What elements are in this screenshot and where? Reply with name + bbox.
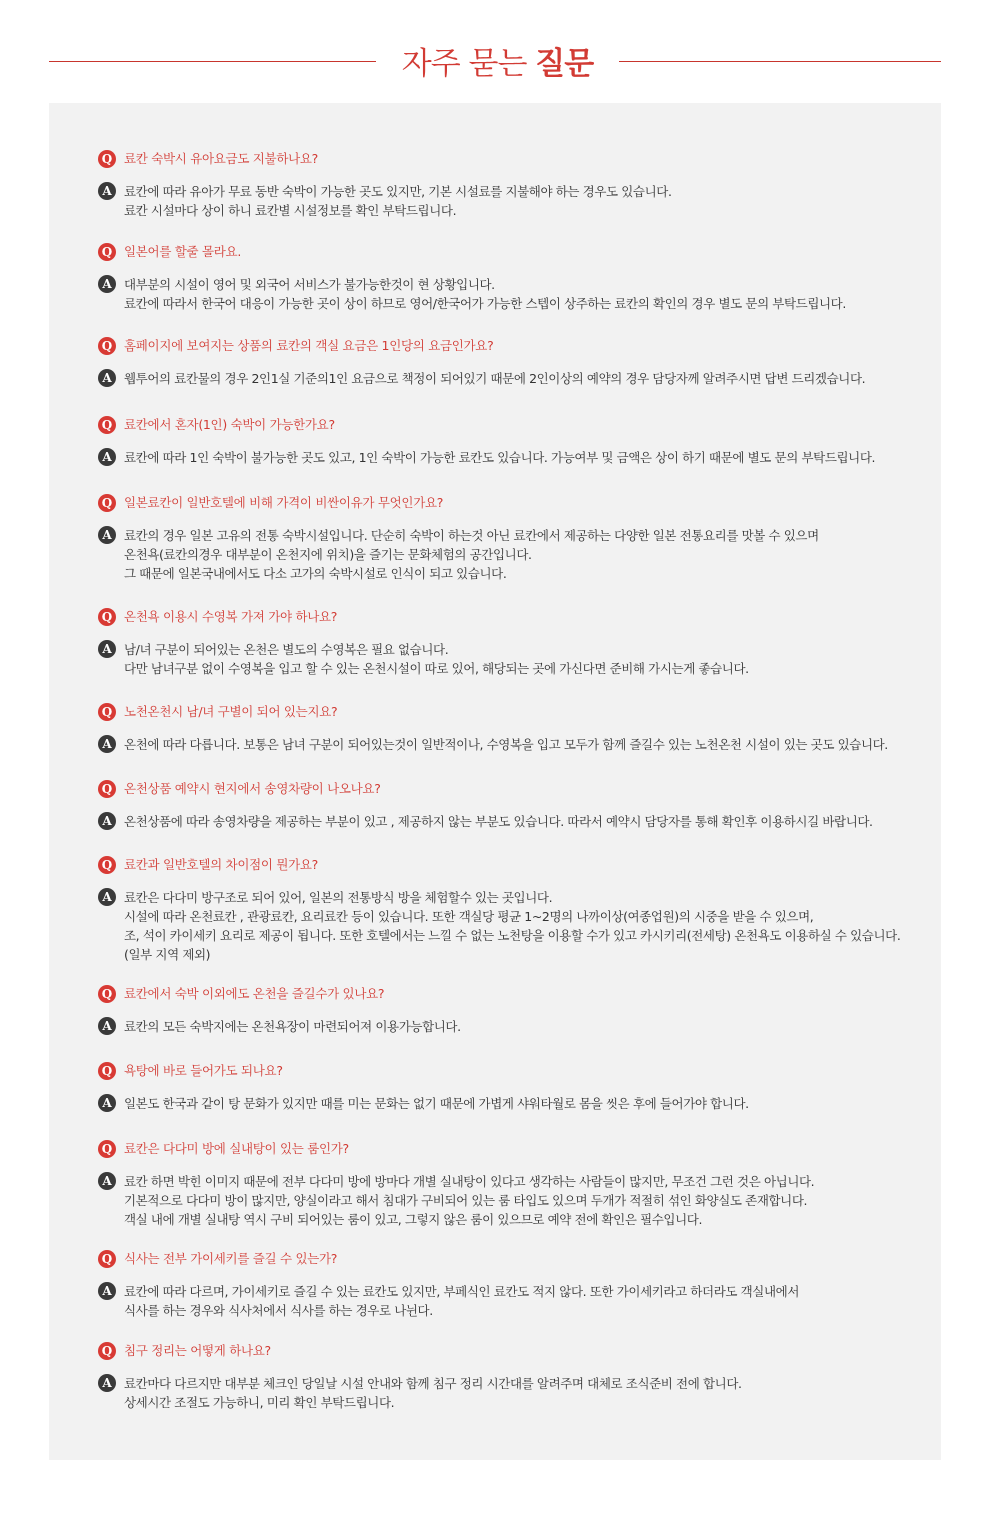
faq-question-text: 일본어를 할줄 몰라요. [124,244,241,259]
faq-item [98,1062,928,1113]
answer-line: 다만 남녀구분 없이 수영복을 입고 할 수 있는 온천시설이 따로 있어, 해당되는 곳에 가신다면 준비해 가시는게 좋습니다. [124,661,749,676]
faq-item [98,703,928,754]
answer-line: 상세시간 조절도 가능하니, 미리 확인 부탁드립니다. [124,1395,395,1410]
faq-answer-text [124,1282,928,1320]
question-badge-icon: Q [98,243,116,261]
faq-answer-text [124,888,928,964]
faq-answer [98,735,928,754]
faq-question-text: 욕탕에 바로 들어가도 되나요? [124,1063,283,1078]
faq-question [98,608,928,626]
answer-badge-icon: A [98,1094,116,1112]
faq-answer [98,448,928,467]
faq-question [98,1342,928,1360]
faq-answer-text [124,1172,928,1229]
faq-answer-text [124,369,928,388]
answer-badge-icon: A [98,1282,116,1300]
answer-line: 료칸에 따라 유아가 무료 동반 숙박이 가능한 곳도 있지만, 기본 시설료를 지불해야 하는 경우도 있습니다. [124,184,672,199]
faq-question [98,150,928,168]
faq-answer-text [124,1094,928,1113]
question-badge-icon: Q [98,1250,116,1268]
question-badge-icon: Q [98,780,116,798]
answer-badge-icon: A [98,526,116,544]
faq-question [98,780,928,798]
question-badge-icon: Q [98,1062,116,1080]
faq-question [98,1140,928,1158]
faq-answer [98,182,928,220]
faq-item [98,780,928,831]
faq-question [98,337,928,355]
faq-answer-text [124,640,928,678]
faq-answer-text [124,275,928,313]
answer-line: 온천욕(료칸의경우 대부분이 온천지에 위치)을 즐기는 문화체험의 공간입니다. [124,547,532,562]
question-badge-icon: Q [98,985,116,1003]
answer-badge-icon: A [98,640,116,658]
faq-item [98,494,928,583]
faq-question [98,856,928,874]
answer-line: (일부 지역 제외) [124,947,211,962]
faq-question-text: 노천온천시 남/녀 구별이 되어 있는지요? [124,704,338,719]
answer-line: 대부분의 시설이 영어 및 외국어 서비스가 불가능한것이 현 상황입니다. [124,277,495,292]
faq-question [98,1250,928,1268]
faq-item [98,150,928,220]
faq-answer [98,888,928,964]
faq-question-text: 식사는 전부 가이세키를 즐길 수 있는가? [124,1251,338,1266]
question-badge-icon: Q [98,1140,116,1158]
faq-answer-text [124,448,928,467]
answer-badge-icon: A [98,888,116,906]
question-badge-icon: Q [98,1342,116,1360]
faq-question [98,416,928,434]
answer-badge-icon: A [98,182,116,200]
faq-item [98,1250,928,1320]
faq-answer-text [124,182,928,220]
answer-line: 객실 내에 개별 실내탕 역시 구비 되어있는 룸이 있고, 그렇지 않은 룸이 있으므로 예약 전에 확인은 필수입니다. [124,1212,703,1227]
answer-line: 료칸의 모든 숙박지에는 온천욕장이 마련되어져 이용가능합니다. [124,1019,461,1034]
faq-answer-text [124,735,928,754]
faq-question-text: 료칸 숙박시 유아요금도 지불하나요? [124,151,318,166]
faq-item [98,856,928,964]
faq-answer [98,812,928,831]
header-divider-right [619,61,941,62]
page-title-light: 자주 묻는 [401,46,536,82]
answer-badge-icon: A [98,275,116,293]
answer-badge-icon: A [98,735,116,753]
page-header [0,0,990,100]
answer-badge-icon: A [98,448,116,466]
question-badge-icon: Q [98,416,116,434]
faq-item [98,243,928,313]
faq-question-text: 홈페이지에 보여지는 상품의 료칸의 객실 요금은 1인당의 요금인가요? [124,338,494,353]
faq-question-text: 료칸에서 혼자(1인) 숙박이 가능한가요? [124,417,335,432]
answer-line: 기본적으로 다다미 방이 많지만, 양실이라고 해서 침대가 구비되어 있는 룸 타입도 있으며 두개가 적절히 섞인 화양실도 존재합니다. [124,1193,808,1208]
question-badge-icon: Q [98,703,116,721]
faq-item [98,608,928,678]
answer-badge-icon: A [98,1172,116,1190]
answer-line: 료칸 하면 박힌 이미지 때문에 전부 다다미 방에 방마다 개별 실내탕이 있다고 생각하는 사람들이 많지만, 무조건 그런 것은 아닙니다. [124,1174,815,1189]
faq-question [98,985,928,1003]
answer-line: 온천에 따라 다릅니다. 보통은 남녀 구분이 되어있는것이 일반적이나, 수영복을 입고 모두가 함께 즐길수 있는 노천온천 시설이 있는 곳도 있습니다. [124,737,888,752]
faq-answer [98,640,928,678]
answer-badge-icon: A [98,812,116,830]
answer-badge-icon: A [98,1374,116,1392]
question-badge-icon: Q [98,608,116,626]
faq-question-text: 료칸에서 숙박 이외에도 온천을 즐길수가 있나요? [124,986,385,1001]
faq-question-text: 일본료칸이 일반호텔에 비해 가격이 비싼이유가 무엇인가요? [124,495,444,510]
faq-question-text: 온천상품 예약시 현지에서 송영차량이 나오나요? [124,781,381,796]
faq-answer [98,1172,928,1229]
faq-question [98,1062,928,1080]
answer-line: 료칸에 따라서 한국어 대응이 가능한 곳이 상이 하므로 영어/한국어가 가능한 스텝이 상주하는 료칸의 확인의 경우 별도 문의 부탁드립니다. [124,296,846,311]
answer-line: 료칸은 다다미 방구조로 되어 있어, 일본의 전통방식 방을 체험할수 있는 곳입니다. [124,890,553,905]
page-title [376,38,619,83]
faq-answer [98,1282,928,1320]
answer-line: 료칸에 따라 다르며, 가이세키로 즐길 수 있는 료칸도 있지만, 부페식인 료칸도 적지 않다. 또한 가이세키라고 하더라도 객실내에서 [124,1284,799,1299]
faq-item [98,416,928,467]
answer-line: 웹투어의 료칸물의 경우 2인1실 기준의1인 요금으로 책정이 되어있기 때문에 2인이상의 예약의 경우 담당자께 알려주시면 답변 드리겠습니다. [124,371,866,386]
answer-line: 료칸마다 다르지만 대부분 체크인 당일날 시설 안내와 함께 침구 정리 시간대를 알려주며 대체로 조식준비 전에 합니다. [124,1376,742,1391]
faq-answer [98,275,928,313]
faq-answer [98,369,928,388]
faq-question [98,494,928,512]
answer-line: 조, 석이 카이세키 요리로 제공이 됩니다. 또한 호텔에서는 느낄 수 없는 노천탕을 이용할 수가 있고 카시키리(전세탕) 온천욕도 이용하실 수 있습니다. [124,928,901,943]
faq-question-text: 침구 정리는 어떻게 하나요? [124,1343,271,1358]
faq-question-text: 료칸은 다다미 방에 실내탕이 있는 룸인가? [124,1141,349,1156]
header-divider-left [49,61,376,62]
faq-answer-text [124,812,928,831]
answer-line: 료칸 시설마다 상이 하니 료칸별 시설정보를 확인 부탁드립니다. [124,203,457,218]
faq-panel [49,103,941,1460]
answer-line: 남/녀 구분이 되어있는 온천은 별도의 수영복은 필요 없습니다. [124,642,449,657]
question-badge-icon: Q [98,337,116,355]
question-badge-icon: Q [98,856,116,874]
page-title-bold: 질문 [535,46,594,82]
answer-badge-icon: A [98,1017,116,1035]
faq-answer [98,1017,928,1036]
faq-answer [98,1374,928,1412]
faq-question [98,243,928,261]
faq-item [98,1342,928,1412]
faq-question-text: 온천욕 이용시 수영복 가져 가야 하나요? [124,609,338,624]
answer-line: 시설에 따라 온천료칸 , 관광료칸, 요리료칸 등이 있습니다. 또한 객실당 평균 1~2명의 나까이상(여종업원)의 시중을 받을 수 있으며, [124,909,814,924]
faq-item [98,337,928,388]
faq-question-text: 료칸과 일반호텔의 차이점이 뭔가요? [124,857,318,872]
answer-line: 그 때문에 일본국내에서도 다소 고가의 숙박시설로 인식이 되고 있습니다. [124,566,507,581]
faq-answer-text [124,1017,928,1036]
answer-line: 료칸의 경우 일본 고유의 전통 숙박시설입니다. 단순히 숙박이 하는것 아닌 료칸에서 제공하는 다양한 일본 전통요리를 맛볼 수 있으며 [124,528,819,543]
faq-item [98,1140,928,1229]
question-badge-icon: Q [98,150,116,168]
answer-line: 료칸에 따라 1인 숙박이 불가능한 곳도 있고, 1인 숙박이 가능한 료칸도 있습니다. 가능여부 및 금액은 상이 하기 때문에 별도 문의 부탁드립니다. [124,450,876,465]
faq-question [98,703,928,721]
faq-item [98,985,928,1036]
faq-answer-text [124,1374,928,1412]
faq-answer-text [124,526,928,583]
question-badge-icon: Q [98,494,116,512]
answer-line: 일본도 한국과 같이 탕 문화가 있지만 때를 미는 문화는 없기 때문에 가볍게 샤워타월로 몸을 씻은 후에 들어가야 합니다. [124,1096,749,1111]
answer-line: 온천상품에 따라 송영차량을 제공하는 부분이 있고 , 제공하지 않는 부분도 있습니다. 따라서 예약시 담당자를 통해 확인후 이용하시길 바랍니다. [124,814,873,829]
answer-badge-icon: A [98,369,116,387]
faq-answer [98,1094,928,1113]
faq-answer [98,526,928,583]
answer-line: 식사를 하는 경우와 식사처에서 식사를 하는 경우로 나뉜다. [124,1303,433,1318]
